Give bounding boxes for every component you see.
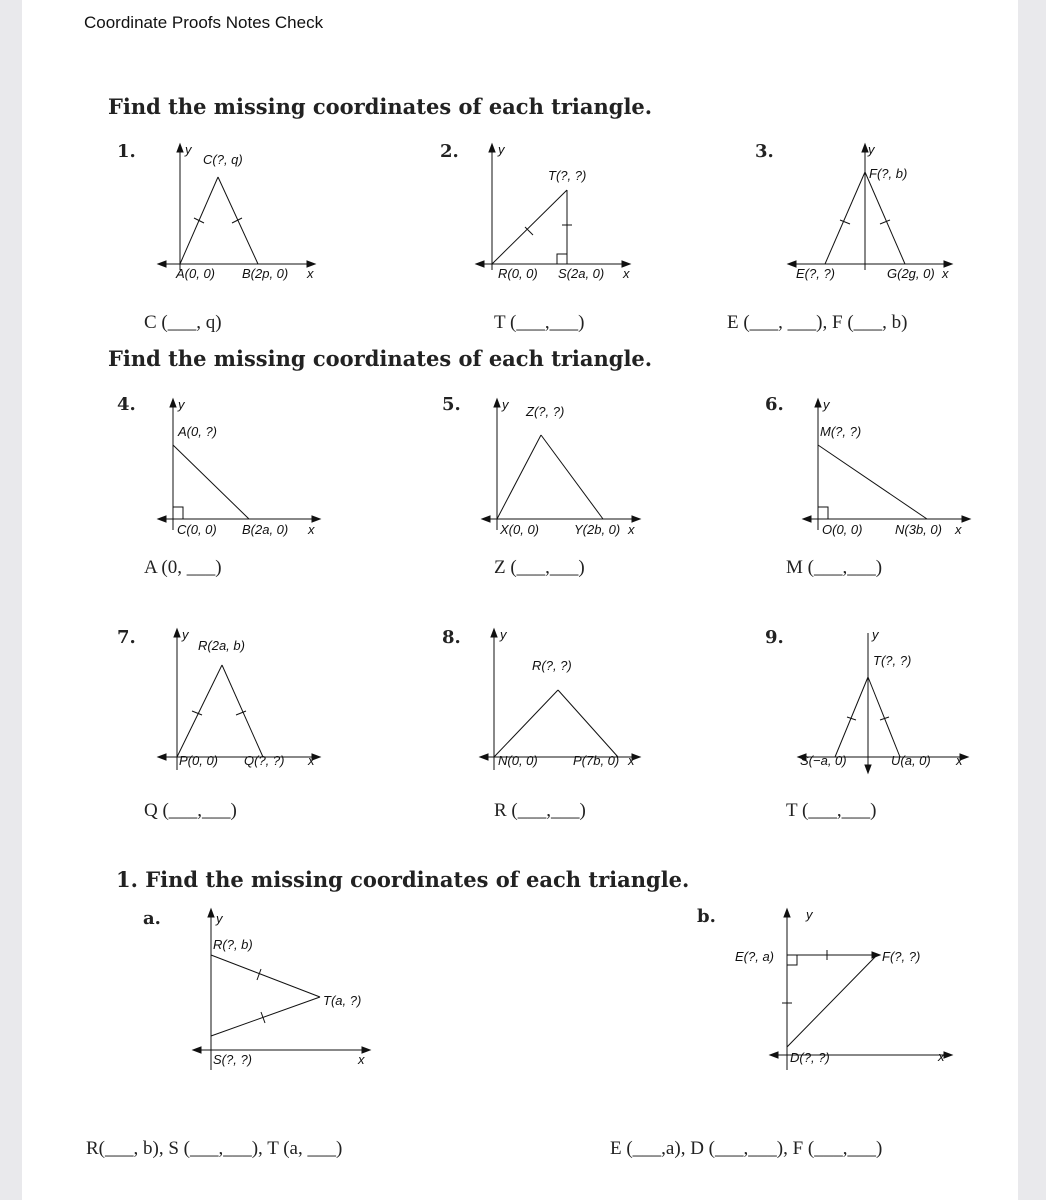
vertex-label-z: Z(?, ?) [526,404,565,419]
vertex-label-p: P(7b, 0) [573,753,620,768]
problem-1-figure [150,140,340,290]
x-axis-label: x [308,753,315,768]
vertex-label-n: N(3b, 0) [895,522,942,537]
problem-9-number: 9. [765,627,784,648]
problem-b-answer: E (___,a), D (___,___), F (___,___) [610,1138,883,1159]
problem-3-number: 3. [755,141,774,162]
x-axis-label: x [628,522,635,537]
problem-8-answer: R (___,___) [494,800,586,821]
problem-8-number: 8. [442,627,461,648]
y-axis-label: y [502,397,509,412]
problem-6-answer: M (___,___) [786,557,883,578]
problem-2-figure [470,140,660,290]
problem-a-figure [185,905,395,1080]
x-axis-label: x [938,1049,945,1064]
section-heading-2: Find the missing coordinates of each triangle. [108,346,653,371]
problem-a-number: a. [143,908,161,929]
problem-7-number: 7. [117,627,136,648]
problem-b-figure [730,905,960,1080]
vertex-label-q: Q(?, ?) [244,753,285,768]
vertex-label-c: C(?, q) [203,152,243,167]
problem-4-figure [150,395,340,545]
y-axis-label: y [178,397,185,412]
vertex-label-f: F(?, b) [869,166,908,181]
vertex-label-r: R(0, 0) [498,266,538,281]
x-axis-label: x [358,1052,365,1067]
y-axis-label: y [823,397,830,412]
vertex-label-c: C(0, 0) [177,522,217,537]
vertex-label-r: R(?, ?) [532,658,572,673]
y-axis-label: y [806,907,813,922]
x-axis-label: x [623,266,630,281]
vertex-label-r: R(2a, b) [198,638,245,653]
problem-1-number: 1. [117,141,136,162]
vertex-label-n: N(0, 0) [498,753,538,768]
problem-2-answer: T (___,___) [494,312,585,333]
y-axis-label: y [500,627,507,642]
vertex-label-a: A(0, 0) [176,266,216,281]
problem-5-figure [470,395,660,545]
problem-5-answer: Z (___,___) [494,557,585,578]
y-axis-label: y [872,627,879,642]
section-heading-3: 1. Find the missing coordinates of each triangle. [116,867,690,892]
vertex-label-o: O(0, 0) [822,522,863,537]
y-axis-label: y [182,627,189,642]
section-heading-1: Find the missing coordinates of each triangle. [108,94,653,119]
vertex-label-s: S(−a, 0) [800,753,847,768]
problem-5-number: 5. [442,394,461,415]
problem-3-figure [780,140,980,290]
vertex-label-a: A(0, ?) [178,424,218,439]
vertex-label-u: U(a, 0) [891,753,931,768]
x-axis-label: x [628,753,635,768]
problem-1-answer: C (___, q) [144,312,222,333]
y-axis-label: y [216,911,223,926]
vertex-label-e: E(?, ?) [796,266,836,281]
x-axis-label: x [956,753,963,768]
problem-9-figure [790,625,980,775]
vertex-label-y: Y(2b, 0) [574,522,621,537]
problem-8-figure [470,625,660,775]
vertex-label-p: P(0, 0) [179,753,219,768]
vertex-label-f: F(?, ?) [882,949,921,964]
document-title: Coordinate Proofs Notes Check [84,13,324,32]
y-axis-label: y [498,142,505,157]
vertex-label-b: B(2a, 0) [242,522,289,537]
problem-a-answer: R(___, b), S (___,___), T (a, ___) [86,1138,343,1159]
problem-6-figure [795,395,985,545]
vertex-label-t: T(a, ?) [323,993,362,1008]
vertex-label-t: T(?, ?) [873,653,912,668]
problem-7-answer: Q (___,___) [144,800,237,821]
y-axis-label: y [185,142,192,157]
vertex-label-r: R(?, b) [213,937,253,952]
vertex-label-b: B(2p, 0) [242,266,289,281]
problem-3-answer: E (___, ___), F (___, b) [727,312,908,333]
vertex-label-x: X(0, 0) [500,522,540,537]
x-axis-label: x [307,266,314,281]
problem-9-answer: T (___,___) [786,800,877,821]
problem-4-answer: A (0, ___) [144,557,222,578]
problem-b-number: b. [697,906,716,927]
x-axis-label: x [955,522,962,537]
problem-7-figure [150,625,340,775]
vertex-label-d: D(?, ?) [790,1050,830,1065]
x-axis-label: x [942,266,949,281]
problem-2-number: 2. [440,141,459,162]
vertex-label-s: S(2a, 0) [558,266,605,281]
vertex-label-m: M(?, ?) [820,424,862,439]
x-axis-label: x [308,522,315,537]
y-axis-label: y [868,142,875,157]
problem-6-number: 6. [765,394,784,415]
vertex-label-g: G(2g, 0) [887,266,935,281]
problem-4-number: 4. [117,394,136,415]
vertex-label-e: E(?, a) [735,949,775,964]
vertex-label-s: S(?, ?) [213,1052,253,1067]
vertex-label-t: T(?, ?) [548,168,587,183]
